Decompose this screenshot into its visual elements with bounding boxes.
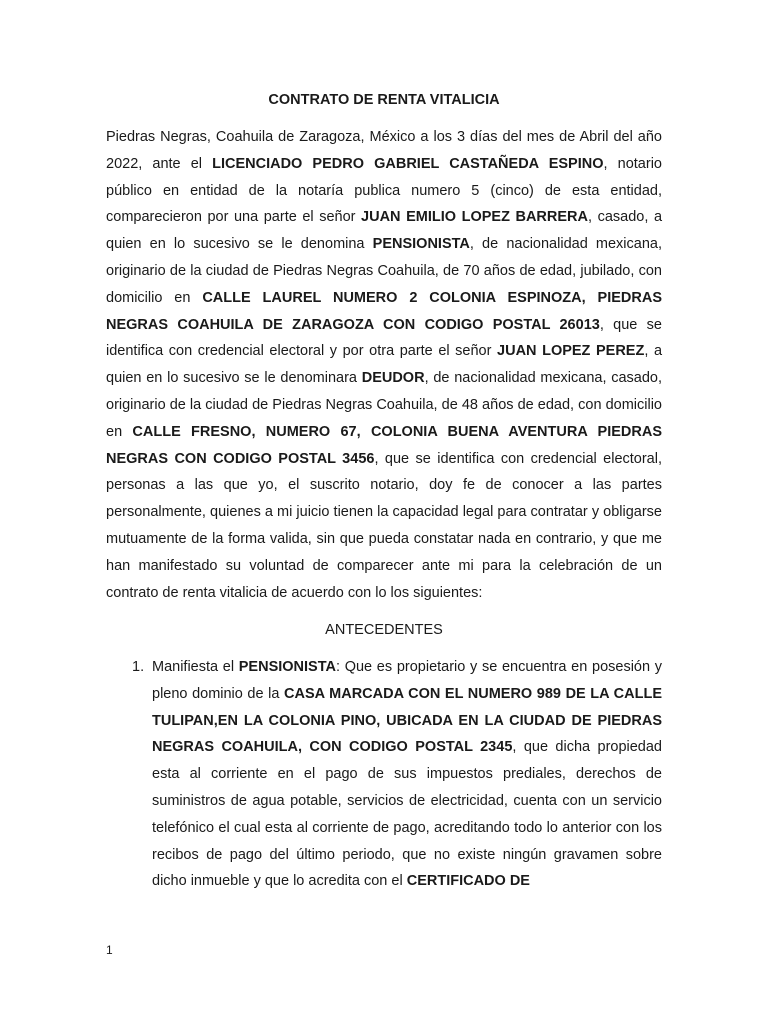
bold-text-segment: PENSIONISTA: [238, 659, 336, 675]
intro-paragraph: [106, 124, 662, 606]
text-segment: , casado, a quien en lo sucesivo se le denomina: [106, 209, 663, 253]
list-item: [106, 654, 662, 895]
list-item-text: [152, 654, 662, 895]
bold-text-segment: JUAN EMILIO LOPEZ BARRERA: [361, 209, 588, 226]
bold-text-segment: PENSIONISTA: [372, 236, 470, 253]
bold-text-segment: DEUDOR: [361, 370, 425, 387]
text-segment: , que se identifica con credencial electoral y por otra parte el señor: [106, 316, 662, 360]
bold-text-segment: LICENCIADO PEDRO GABRIEL CASTAÑEDA ESPINO: [212, 155, 604, 172]
bold-text-segment: CALLE FRESNO, NUMERO 67, COLONIA BUENA AVENTURA PIEDRAS NEGRAS CON CODIGO POSTAL 3456: [106, 423, 662, 467]
section-heading-antecedentes: ANTECEDENTES: [325, 622, 443, 638]
text-segment: , de nacionalidad mexicana, casado, originario de la ciudad de Piedras Negras Coahuila, de 48 años de edad, con domicilio en: [106, 370, 663, 440]
text-segment: , que se identifica con credencial electoral, personas a las que yo, el suscrito notario, doy fe de conocer a las partes personalmente, quienes a mi juicio tienen la capacidad legal para contratar y obligarse mutuamente de la forma valida, sin que pueda constatar nada en contrario, y que me han manifestado su voluntad de comparecer ante mi para la celebración de un contrato de renta vitalicia de acuerdo con lo los siguientes:: [106, 450, 663, 601]
text-segment: , notario público en entidad de la notaría publica numero 5 (cinco) de esta entidad, comparecieron por una parte el señor: [106, 155, 662, 226]
text-segment: Piedras Negras, Coahuila de Zaragoza, México a los 3 días del mes de Abril del año 2022, ante el: [106, 129, 662, 172]
list-item-number: 1.: [132, 659, 145, 675]
bold-text-segment: CASA MARCADA CON EL NUMERO 989 DE LA CALLE TULIPAN,EN LA COLONIA PINO, UBICADA EN LA CIUDAD DE PIEDRAS NEGRAS COAHUILA, CON CODIGO POSTAL 2345: [152, 685, 662, 756]
document-title: CONTRATO DE RENTA VITALICIA: [268, 92, 500, 108]
text-segment: , a quien en lo sucesivo se le denominara: [106, 343, 663, 387]
page-number: 1: [106, 943, 113, 957]
bold-text-segment: JUAN LOPEZ PEREZ: [497, 343, 645, 360]
text-segment: : Que es propietario y se encuentra en posesión y pleno dominio de la: [152, 659, 662, 702]
text-segment: , que dicha propiedad esta al corriente en el pago de sus impuestos prediales, derechos de suministros de agua potable, servicios de electricidad, cuenta con un servicio telefónico el cual esta al corriente de pago, acreditando todo lo anterior con los recibos de pago del último periodo, que no existe ningún gravamen sobre dicho inmueble y que lo acredita con el: [152, 739, 662, 890]
bold-text-segment: CALLE LAUREL NUMERO 2 COLONIA ESPINOZA, PIEDRAS NEGRAS COAHUILA DE ZARAGOZA CON CODIGO POSTAL 26013: [106, 289, 662, 333]
text-segment: , de nacionalidad mexicana, originario de la ciudad de Piedras Negras Coahuila, de 70 años de edad, jubilado, con domicilio en: [106, 236, 662, 306]
bold-text-segment: CERTIFICADO DE: [406, 873, 530, 890]
text-segment: Manifiesta el: [152, 659, 239, 675]
